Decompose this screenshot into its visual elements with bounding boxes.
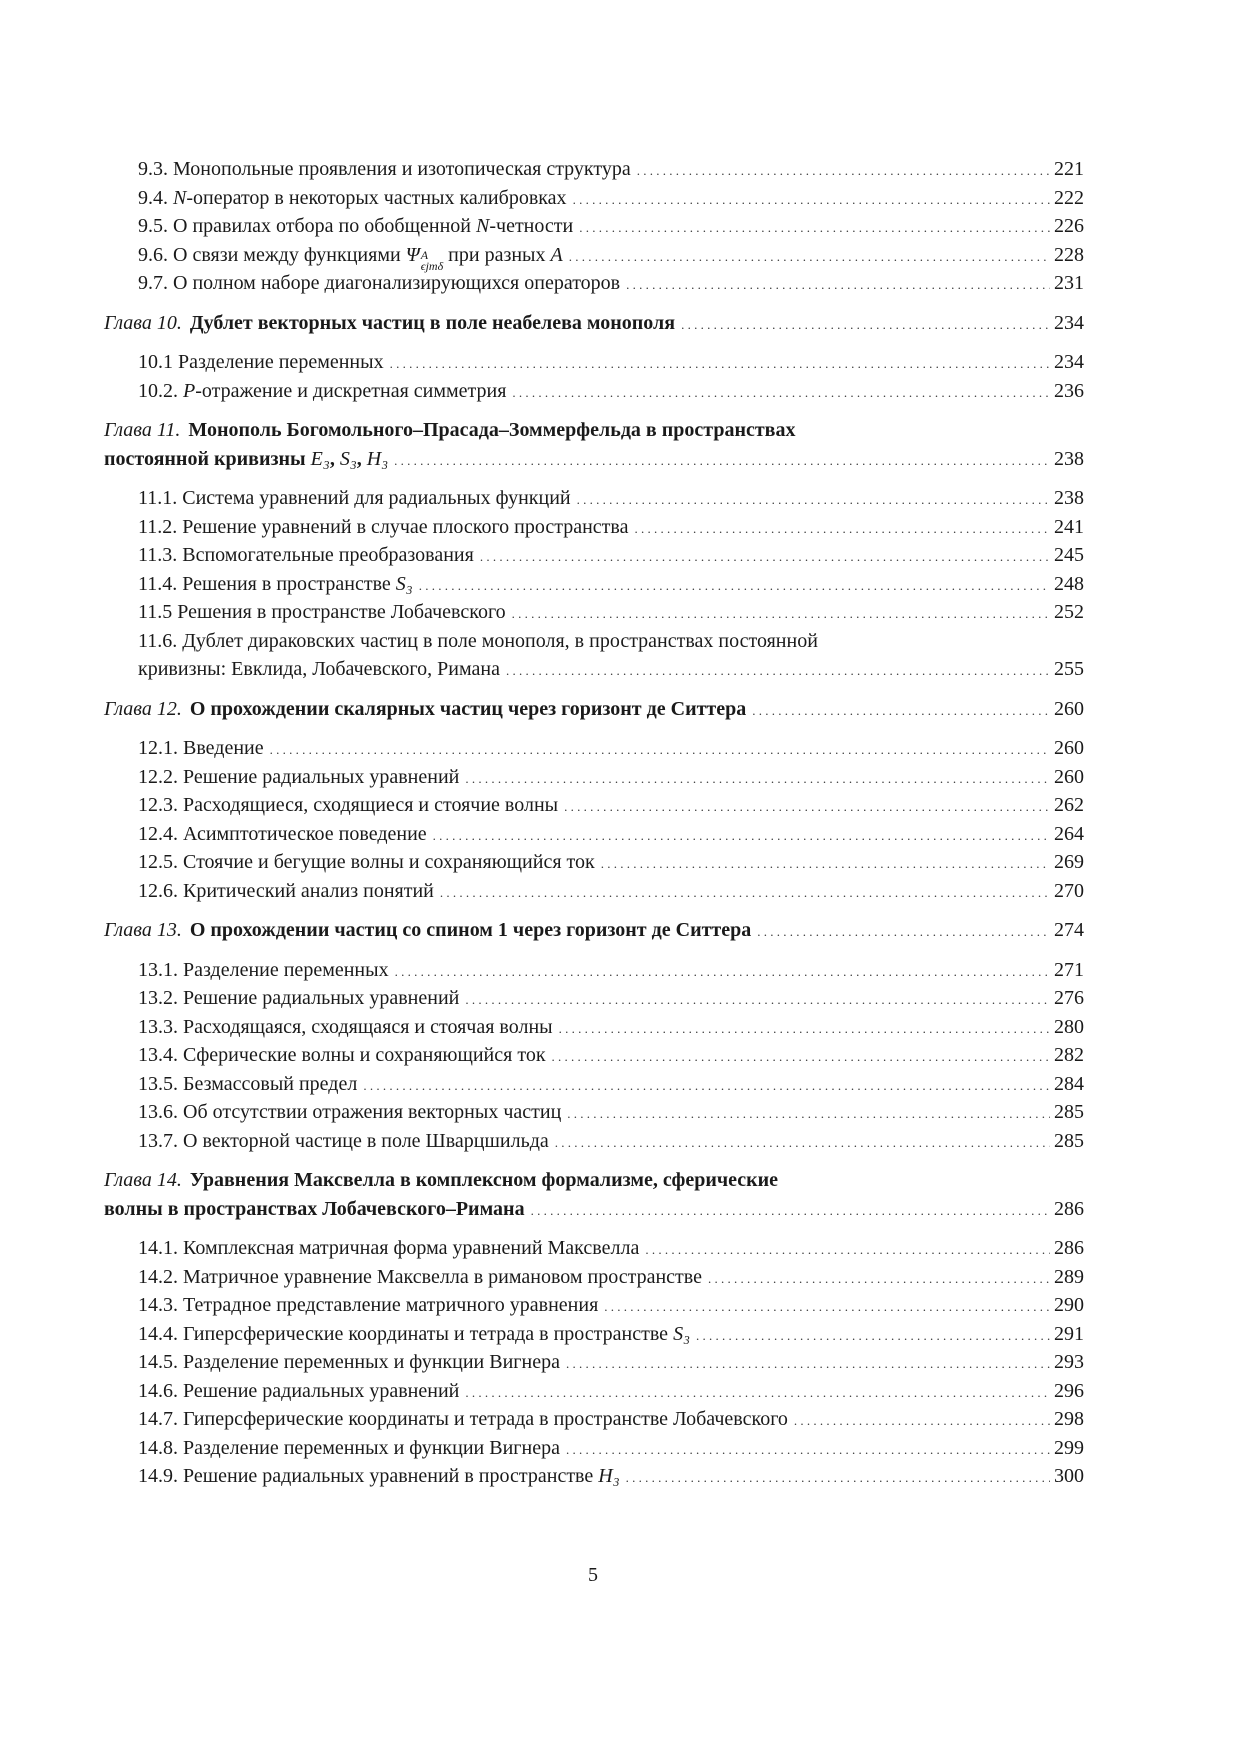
entry-first-line <box>104 627 1084 656</box>
toc-section[interactable] <box>104 513 1084 542</box>
entry-text: 11.2. Решение уравнений в случае плоского пространства <box>138 515 629 538</box>
entry-text: 14.7. Гиперсферические координаты и тетрада в пространстве Лобачевского <box>138 1408 788 1430</box>
entry-text: 13.5. Безмассовый предел <box>138 1072 358 1095</box>
entry-title <box>138 184 567 213</box>
entry-line <box>104 1377 1084 1406</box>
dot-leader <box>270 736 1050 765</box>
dot-leader <box>465 986 1050 1015</box>
dot-leader <box>465 1379 1050 1408</box>
page-ref: 262 <box>1054 794 1084 816</box>
entry-text: 14.5. Разделение переменных и функции Вигнера <box>138 1351 560 1373</box>
dot-leader <box>559 1015 1050 1044</box>
dot-leader <box>573 186 1050 215</box>
page-ref: 228 <box>1054 243 1084 266</box>
entry-text: постоянной кривизны <box>104 447 311 470</box>
psi-sub: ϵjmδ <box>420 258 444 273</box>
dot-leader <box>757 918 1050 947</box>
dot-leader <box>794 1407 1050 1436</box>
chapter-label: Глава 13. <box>104 919 182 941</box>
dot-leader <box>555 1129 1050 1158</box>
entry-line <box>104 1070 1084 1099</box>
toc-section[interactable] <box>104 1405 1084 1434</box>
page-ref: 226 <box>1054 215 1084 237</box>
page-number: 5 <box>588 1564 598 1586</box>
entry-title <box>138 1291 598 1320</box>
dot-leader <box>564 793 1050 822</box>
toc-section[interactable] <box>104 984 1084 1013</box>
dot-leader <box>577 486 1050 515</box>
toc-section[interactable] <box>104 1234 1084 1263</box>
dot-leader <box>604 1293 1050 1322</box>
dot-leader <box>566 1436 1050 1465</box>
toc-section[interactable] <box>104 820 1084 849</box>
entry-text: Дублет векторных частиц в поле неабелева монополя <box>189 311 676 334</box>
chapter-label: Глава 12. <box>104 697 182 720</box>
entry-text: 13.7. О векторной частице в поле Шварцшильда <box>138 1129 549 1152</box>
page-ref: 289 <box>1054 1265 1084 1288</box>
entry-text: 12.3. Расходящиеся, сходящиеся и стоячие волны <box>138 794 559 816</box>
entry-text: 14.4. Гиперсферические координаты и тетрада в пространстве <box>138 1322 674 1345</box>
page-ref: 285 <box>1054 1129 1084 1152</box>
dot-leader <box>419 572 1050 601</box>
page-ref: 260 <box>1054 737 1084 759</box>
dot-leader <box>480 543 1050 572</box>
toc-section[interactable] <box>104 1070 1084 1099</box>
page-ref: 293 <box>1054 1351 1084 1373</box>
entry-line <box>104 1195 1084 1224</box>
entry-text: 14.1. Комплексная матричная форма уравнений Максвелла <box>138 1237 640 1259</box>
dot-leader <box>601 850 1050 879</box>
page-ref: 286 <box>1054 1237 1084 1259</box>
toc-section[interactable] <box>104 541 1084 570</box>
entry-title <box>138 984 459 1013</box>
entry-text: 10.1 Разделение переменных <box>138 351 384 373</box>
entry-title <box>138 1041 546 1070</box>
toc-section[interactable] <box>104 1434 1084 1463</box>
entry-text: О прохождении скалярных частиц через горизонт де Ситтера <box>189 697 747 720</box>
entry-text: 13.4. Сферические волны и сохраняющийся ток <box>138 1044 546 1066</box>
entry-title <box>138 1127 549 1156</box>
entry-text: кривизны: Евклида, Лобачевского, Римана <box>138 658 500 680</box>
entry-text: 14.8. Разделение переменных и функции Вигнера <box>138 1436 560 1459</box>
entry-line <box>104 212 1084 241</box>
entry-line <box>104 655 1084 684</box>
page-ref: 234 <box>1054 311 1084 334</box>
entry-text: при разных <box>443 243 551 266</box>
entry-text: 12.6. Критический анализ понятий <box>138 879 434 902</box>
entry-text: 12.5. Стоячие и бегущие волны и сохраняющийся ток <box>138 851 595 873</box>
math-symbol: S₃ <box>339 447 357 470</box>
entry-text: , <box>356 447 367 470</box>
toc-section[interactable] <box>104 269 1084 298</box>
entry-text: 9.6. О связи между функциями <box>138 243 406 266</box>
entry-text: 11.3. Вспомогательные преобразования <box>138 544 474 566</box>
entry-text: 12.2. Решение радиальных уравнений <box>138 765 460 788</box>
entry-line <box>104 1234 1084 1263</box>
dot-leader <box>363 1072 1050 1101</box>
entry-line <box>104 1263 1084 1292</box>
entry-line <box>104 984 1084 1013</box>
entry-line <box>104 484 1084 513</box>
toc-section[interactable] <box>104 1013 1084 1042</box>
entry-line <box>104 241 1084 273</box>
entry-line <box>104 184 1084 213</box>
entry-line <box>104 763 1084 792</box>
toc-section[interactable] <box>104 1377 1084 1406</box>
psi-sup: A <box>420 247 429 262</box>
page-ref: 231 <box>1054 272 1084 294</box>
entry-title <box>138 570 413 599</box>
dot-leader <box>708 1265 1050 1294</box>
entry-title <box>138 269 620 298</box>
dot-leader <box>394 447 1050 476</box>
entry-title <box>104 1195 525 1224</box>
entry-text: -четности <box>489 215 574 237</box>
toc-section[interactable] <box>104 956 1084 985</box>
toc-section[interactable] <box>104 848 1084 877</box>
entry-text: 13.6. Об отсутствии отражения векторных частиц <box>138 1101 562 1123</box>
entry-text: 14.3. Тетрадное представление матричного уравнения <box>138 1294 599 1316</box>
toc-section[interactable] <box>104 1127 1084 1156</box>
entry-line <box>104 916 1084 945</box>
entry-line <box>104 877 1084 906</box>
entry-title-line1: Монополь Богомольного–Прасада–Зоммерфельда в пространствах <box>188 419 796 441</box>
entry-title <box>138 1377 459 1406</box>
entry-title <box>138 1070 357 1099</box>
page-ref: 291 <box>1054 1322 1084 1345</box>
entry-text: 9.7. О полном наборе диагонализирующихся операторов <box>138 272 621 294</box>
chapter-label: Глава 14. <box>104 1169 182 1191</box>
entry-title <box>190 695 746 724</box>
entry-line <box>104 1291 1084 1320</box>
entry-title <box>138 956 389 985</box>
toc-chapter[interactable] <box>104 916 1084 945</box>
page-ref: 260 <box>1054 765 1084 788</box>
dot-leader <box>512 379 1050 408</box>
entry-title <box>138 1434 560 1463</box>
dot-leader <box>390 350 1050 379</box>
entry-title <box>104 445 388 474</box>
dot-leader <box>433 822 1050 851</box>
entry-line <box>104 791 1084 820</box>
entry-title <box>138 348 384 377</box>
page-ref: 238 <box>1054 447 1084 470</box>
page-ref: 264 <box>1054 822 1084 845</box>
entry-title <box>138 820 427 849</box>
entry-title <box>138 763 459 792</box>
math-symbol: H₃ <box>598 1465 620 1487</box>
toc-chapter[interactable] <box>104 695 1084 724</box>
entry-line <box>104 348 1084 377</box>
entry-text: 14.2. Матричное уравнение Максвелла в римановом пространстве <box>138 1265 702 1288</box>
entry-title <box>138 734 264 763</box>
dot-leader <box>637 157 1050 186</box>
entry-title <box>138 1263 702 1292</box>
page-ref: 298 <box>1054 1408 1084 1430</box>
entry-text: 11.4. Решения в пространстве <box>138 572 396 595</box>
entry-title <box>138 598 506 627</box>
toc-section[interactable] <box>104 241 1084 273</box>
entry-line <box>104 309 1084 338</box>
dot-leader <box>440 879 1050 908</box>
entry-text: 13.2. Решение радиальных уравнений <box>138 987 460 1009</box>
page-ref: 238 <box>1054 487 1084 509</box>
entry-title <box>138 1098 561 1127</box>
page-ref: 284 <box>1054 1072 1084 1095</box>
entry-title <box>138 541 474 570</box>
toc-section[interactable] <box>104 791 1084 820</box>
entry-line <box>104 1320 1084 1349</box>
page-ref: 276 <box>1054 987 1084 1009</box>
entry-line <box>104 513 1084 542</box>
page-ref: 241 <box>1054 515 1084 538</box>
entry-text: волны в пространствах Лобачевского–Римана <box>104 1197 525 1220</box>
toc-section[interactable] <box>104 377 1084 406</box>
entry-line <box>104 1405 1084 1434</box>
entry-title <box>190 309 675 338</box>
entry-title <box>138 1013 553 1042</box>
entry-text: 14.9. Решение радиальных уравнений в пространстве <box>138 1465 599 1487</box>
page-ref: 252 <box>1054 601 1084 623</box>
entry-line <box>104 155 1084 184</box>
entry-title <box>138 155 631 184</box>
toc-chapter[interactable] <box>104 1166 1084 1223</box>
page-ref: 248 <box>1054 572 1084 595</box>
toc-section[interactable] <box>104 734 1084 763</box>
entry-line <box>104 1348 1084 1377</box>
page-ref: 280 <box>1054 1015 1084 1038</box>
entry-title <box>138 791 558 820</box>
toc-section[interactable] <box>104 570 1084 599</box>
entry-line <box>104 269 1084 298</box>
toc-section[interactable] <box>104 212 1084 241</box>
entry-title <box>138 1405 788 1434</box>
dot-leader <box>696 1322 1050 1351</box>
dot-leader <box>512 600 1050 629</box>
math-symbol: N <box>173 186 187 209</box>
entry-title <box>138 1348 560 1377</box>
entry-title <box>138 655 500 684</box>
entry-line <box>104 377 1084 406</box>
entry-line <box>104 1434 1084 1463</box>
page-ref: 299 <box>1054 1436 1084 1459</box>
toc-section[interactable] <box>104 348 1084 377</box>
entry-line <box>104 695 1084 724</box>
dot-leader <box>567 1100 1050 1129</box>
toc-section[interactable] <box>104 598 1084 627</box>
entry-text: 10.2. <box>138 379 183 402</box>
entry-text: 11.5 Решения в пространстве Лобачевского <box>138 601 506 623</box>
entry-line <box>104 1013 1084 1042</box>
dot-leader <box>569 243 1050 272</box>
toc-section[interactable] <box>104 1320 1084 1349</box>
entry-first-line <box>104 1166 1084 1195</box>
entry-text: 11.1. Система уравнений для радиальных функций <box>138 487 571 509</box>
entry-text: 14.6. Решение радиальных уравнений <box>138 1379 460 1402</box>
dot-leader <box>579 214 1050 243</box>
entry-line <box>104 848 1084 877</box>
chapter-label: Глава 10. <box>104 311 182 334</box>
toc-chapter[interactable] <box>104 416 1084 473</box>
entry-line <box>104 445 1084 474</box>
entry-text: 12.1. Введение <box>138 737 264 759</box>
toc-section[interactable] <box>104 1462 1084 1491</box>
page-ref: 286 <box>1054 1197 1084 1220</box>
page-ref: 221 <box>1054 158 1084 180</box>
chapter-label: Глава 11. <box>104 419 181 441</box>
math-symbol: H₃ <box>366 447 389 470</box>
entry-text: 9.4. <box>138 186 173 209</box>
dot-leader <box>506 657 1050 686</box>
toc-section[interactable] <box>104 763 1084 792</box>
dot-leader <box>395 958 1050 987</box>
page-ref: 234 <box>1054 351 1084 373</box>
page-ref: 222 <box>1054 186 1084 209</box>
page-ref: 290 <box>1054 1294 1084 1316</box>
toc-section[interactable] <box>104 1348 1084 1377</box>
page-ref: 300 <box>1054 1465 1084 1487</box>
math-symbol: E₃ <box>310 447 330 470</box>
entry-text: 9.3. Монопольные проявления и изотопическая структура <box>138 158 631 180</box>
entry-line <box>104 570 1084 599</box>
entry-text: 13.3. Расходящаяся, сходящаяся и стоячая волны <box>138 1015 553 1038</box>
toc-section[interactable] <box>104 1263 1084 1292</box>
page-ref: 236 <box>1054 379 1084 402</box>
entry-text: 12.4. Асимптотическое поведение <box>138 822 427 845</box>
page-ref: 270 <box>1054 879 1084 902</box>
entry-line <box>104 541 1084 570</box>
entry-line <box>104 956 1084 985</box>
dot-leader <box>531 1197 1050 1226</box>
entry-first-line <box>104 416 1084 445</box>
page-ref: 296 <box>1054 1379 1084 1402</box>
entry-title <box>138 877 434 906</box>
page-ref: 285 <box>1054 1101 1084 1123</box>
psi-indices <box>420 247 444 273</box>
page-ref: 271 <box>1054 958 1084 981</box>
table-of-contents <box>104 155 1084 1491</box>
dot-leader <box>634 515 1050 544</box>
entry-text: О прохождении частиц со спином 1 через горизонт де Ситтера <box>189 919 752 941</box>
entry-text: 9.5. О правилах отбора по обобщенной <box>138 215 476 237</box>
page-ref: 274 <box>1054 919 1084 941</box>
dot-leader <box>626 1464 1050 1493</box>
dot-leader <box>566 1350 1050 1379</box>
page-ref: 260 <box>1054 697 1084 720</box>
entry-line <box>104 1098 1084 1127</box>
entry-title <box>138 212 573 241</box>
entry-title <box>138 848 595 877</box>
entry-title <box>138 377 506 406</box>
entry-line <box>104 1462 1084 1491</box>
entry-title <box>138 1234 639 1263</box>
toc-section[interactable] <box>104 1098 1084 1127</box>
toc-section[interactable] <box>104 155 1084 184</box>
toc-section[interactable] <box>104 627 1084 684</box>
entry-text: -оператор в некоторых частных калибровках <box>186 186 567 209</box>
entry-title <box>138 1320 690 1349</box>
math-symbol: S₃ <box>673 1322 691 1345</box>
dot-leader <box>681 311 1050 340</box>
toc-chapter[interactable] <box>104 309 1084 338</box>
entry-title-line1: Уравнения Максвелла в комплексном формализме, сферические <box>189 1169 779 1191</box>
page-ref: 255 <box>1054 658 1084 680</box>
entry-text: 13.1. Разделение переменных <box>138 958 389 981</box>
math-symbol: N <box>476 215 490 237</box>
dot-leader <box>552 1043 1050 1072</box>
page-ref: 269 <box>1054 851 1084 873</box>
math-symbol: S₃ <box>395 572 413 595</box>
math-symbol: P <box>183 379 196 402</box>
toc-section[interactable] <box>104 877 1084 906</box>
page-ref: 245 <box>1054 544 1084 566</box>
entry-title-line1: 11.6. Дублет дираковских частиц в поле монополя, в пространствах постоянной <box>138 629 818 652</box>
entry-text: , <box>329 447 340 470</box>
entry-title <box>138 513 628 542</box>
entry-title <box>138 1462 620 1491</box>
dot-leader <box>645 1236 1050 1265</box>
entry-line <box>104 598 1084 627</box>
dot-leader <box>752 697 1050 726</box>
toc-section[interactable] <box>104 1291 1084 1320</box>
entry-title <box>138 484 571 513</box>
entry-title <box>190 916 751 945</box>
dot-leader <box>465 765 1050 794</box>
psi-base: Ψ <box>405 243 420 266</box>
math-symbol: A <box>550 243 563 266</box>
entry-line <box>104 734 1084 763</box>
toc-section[interactable] <box>104 184 1084 213</box>
entry-line <box>104 820 1084 849</box>
entry-line <box>104 1127 1084 1156</box>
page-ref: 282 <box>1054 1044 1084 1066</box>
toc-section[interactable] <box>104 1041 1084 1070</box>
toc-section[interactable] <box>104 484 1084 513</box>
dot-leader <box>626 271 1050 300</box>
entry-line <box>104 1041 1084 1070</box>
entry-text: -отражение и дискретная симметрия <box>195 379 507 402</box>
